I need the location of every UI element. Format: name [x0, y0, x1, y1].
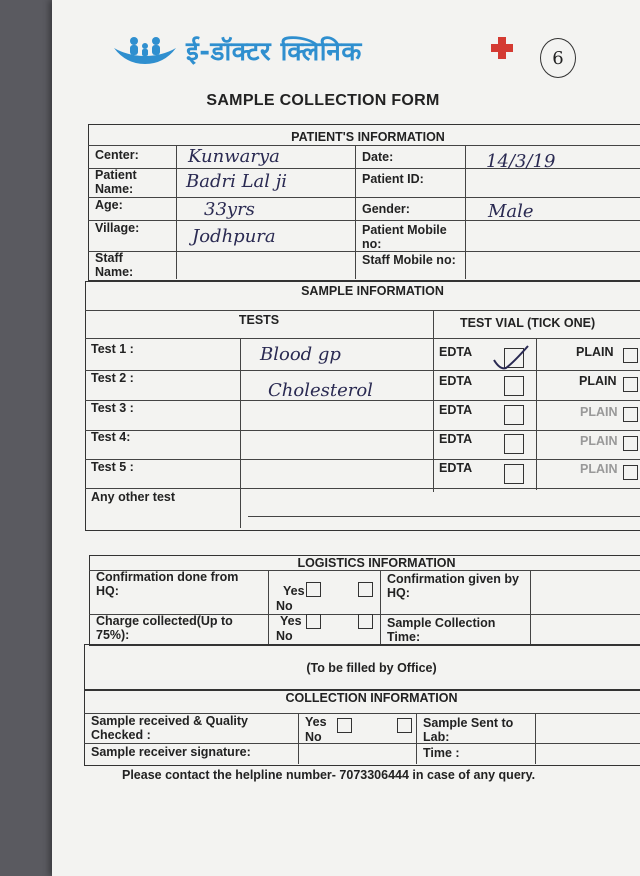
confirm-given-label: Confirmation given by HQ: — [387, 572, 519, 600]
confirm-hq-no-label: No — [276, 599, 293, 613]
patient-id-label: Patient ID: — [362, 172, 424, 186]
village-label: Village: — [95, 221, 140, 235]
gender-label: Gender: — [362, 202, 410, 216]
logistics-section-title: LOGISTICS INFORMATION — [297, 556, 456, 570]
confirm-hq-yes-label: Yes — [283, 584, 305, 598]
test-5-edta-label: EDTA — [439, 461, 473, 475]
check-mark-icon — [492, 344, 532, 372]
received-no-label: No — [305, 730, 322, 744]
tests-header: TESTS — [238, 313, 280, 327]
test-1-plain-checkbox[interactable] — [623, 348, 638, 363]
age-label: Age: — [95, 198, 123, 212]
test-2-label: Test 2 : — [91, 371, 134, 385]
charge-collected-label: Charge collected(Up to 75%): — [96, 614, 233, 642]
test-1-value: Blood gp — [260, 344, 341, 365]
test-5-plain-label: PLAIN — [580, 462, 618, 476]
test-5-edta-checkbox[interactable] — [504, 464, 524, 484]
age-value: 33yrs — [204, 199, 255, 220]
sample-sent-label: Sample Sent to Lab: — [423, 716, 514, 744]
charge-no-checkbox[interactable] — [358, 614, 373, 629]
date-value: 14/3/19 — [486, 151, 556, 172]
patient-name-label: Patient Name: — [95, 168, 137, 196]
test-3-label: Test 3 : — [91, 401, 134, 415]
center-value: Kunwarya — [188, 146, 280, 167]
medical-cross-icon — [490, 36, 514, 60]
sample-section-title: SAMPLE INFORMATION — [301, 284, 444, 298]
test-2-plain-checkbox[interactable] — [623, 377, 638, 392]
test-3-plain-checkbox[interactable] — [623, 407, 638, 422]
test-4-plain-checkbox[interactable] — [623, 436, 638, 451]
charge-yes-label: Yes — [280, 614, 302, 628]
test-vial-header: TEST VIAL (TICK ONE) — [460, 316, 596, 330]
clinic-logo — [112, 30, 362, 70]
test-4-edta-label: EDTA — [439, 432, 473, 446]
center-label: Center: — [95, 148, 139, 162]
staff-mobile-label: Staff Mobile no: — [362, 253, 456, 267]
village-value: Jodhpura — [192, 226, 276, 247]
test-3-edta-label: EDTA — [439, 403, 473, 417]
charge-no-label: No — [276, 629, 293, 643]
gender-value: Male — [488, 201, 534, 222]
collection-section-title: COLLECTION INFORMATION — [285, 691, 458, 705]
received-yes-label: Yes — [305, 715, 327, 729]
charge-yes-checkbox[interactable] — [306, 614, 321, 629]
test-1-plain-label: PLAIN — [576, 345, 614, 359]
test-5-plain-checkbox[interactable] — [623, 465, 638, 480]
test-2-value: Cholesterol — [268, 380, 373, 401]
time-label: Time : — [423, 746, 460, 760]
test-2-plain-label: PLAIN — [579, 374, 617, 388]
brand-name: ई-डॉक्टर क्लिनिक — [186, 37, 362, 67]
test-3-plain-label: PLAIN — [580, 405, 618, 419]
test-5-label: Test 5 : — [91, 460, 134, 474]
confirm-hq-yes-checkbox[interactable] — [306, 582, 321, 597]
test-3-edta-checkbox[interactable] — [504, 405, 524, 425]
sample-received-label: Sample received & Quality Checked : — [91, 714, 249, 742]
received-no-checkbox[interactable] — [397, 718, 412, 733]
test-4-plain-label: PLAIN — [580, 434, 618, 448]
test-1-label: Test 1 : — [91, 342, 134, 356]
confirm-hq-label: Confirmation done from HQ: — [96, 570, 239, 598]
patient-name-value: Badri Lal ji — [186, 171, 288, 192]
form-title: SAMPLE COLLECTION FORM — [206, 92, 440, 109]
receiver-signature-label: Sample receiver signature: — [91, 745, 251, 759]
page-number: 6 — [540, 38, 576, 78]
helpline-note: Please contact the helpline number- 7073306444 in case of any query. — [122, 768, 536, 782]
test-4-label: Test 4: — [91, 430, 131, 444]
date-label: Date: — [362, 150, 394, 164]
confirm-hq-no-checkbox[interactable] — [358, 582, 373, 597]
test-1-edta-label: EDTA — [439, 345, 473, 359]
patient-section-title: PATIENT'S INFORMATION — [291, 130, 445, 144]
patient-mobile-label: Patient Mobile no: — [362, 223, 447, 251]
family-hands-icon — [112, 34, 178, 66]
received-yes-checkbox[interactable] — [337, 718, 352, 733]
office-note: (To be filled by Office) — [306, 661, 437, 675]
test-4-edta-checkbox[interactable] — [504, 434, 524, 454]
test-2-edta-label: EDTA — [439, 374, 473, 388]
other-test-label: Any other test — [91, 490, 176, 504]
collection-time-label: Sample Collection Time: — [387, 616, 496, 644]
test-2-edta-checkbox[interactable] — [504, 376, 524, 396]
staff-name-label: Staff Name: — [95, 251, 134, 279]
